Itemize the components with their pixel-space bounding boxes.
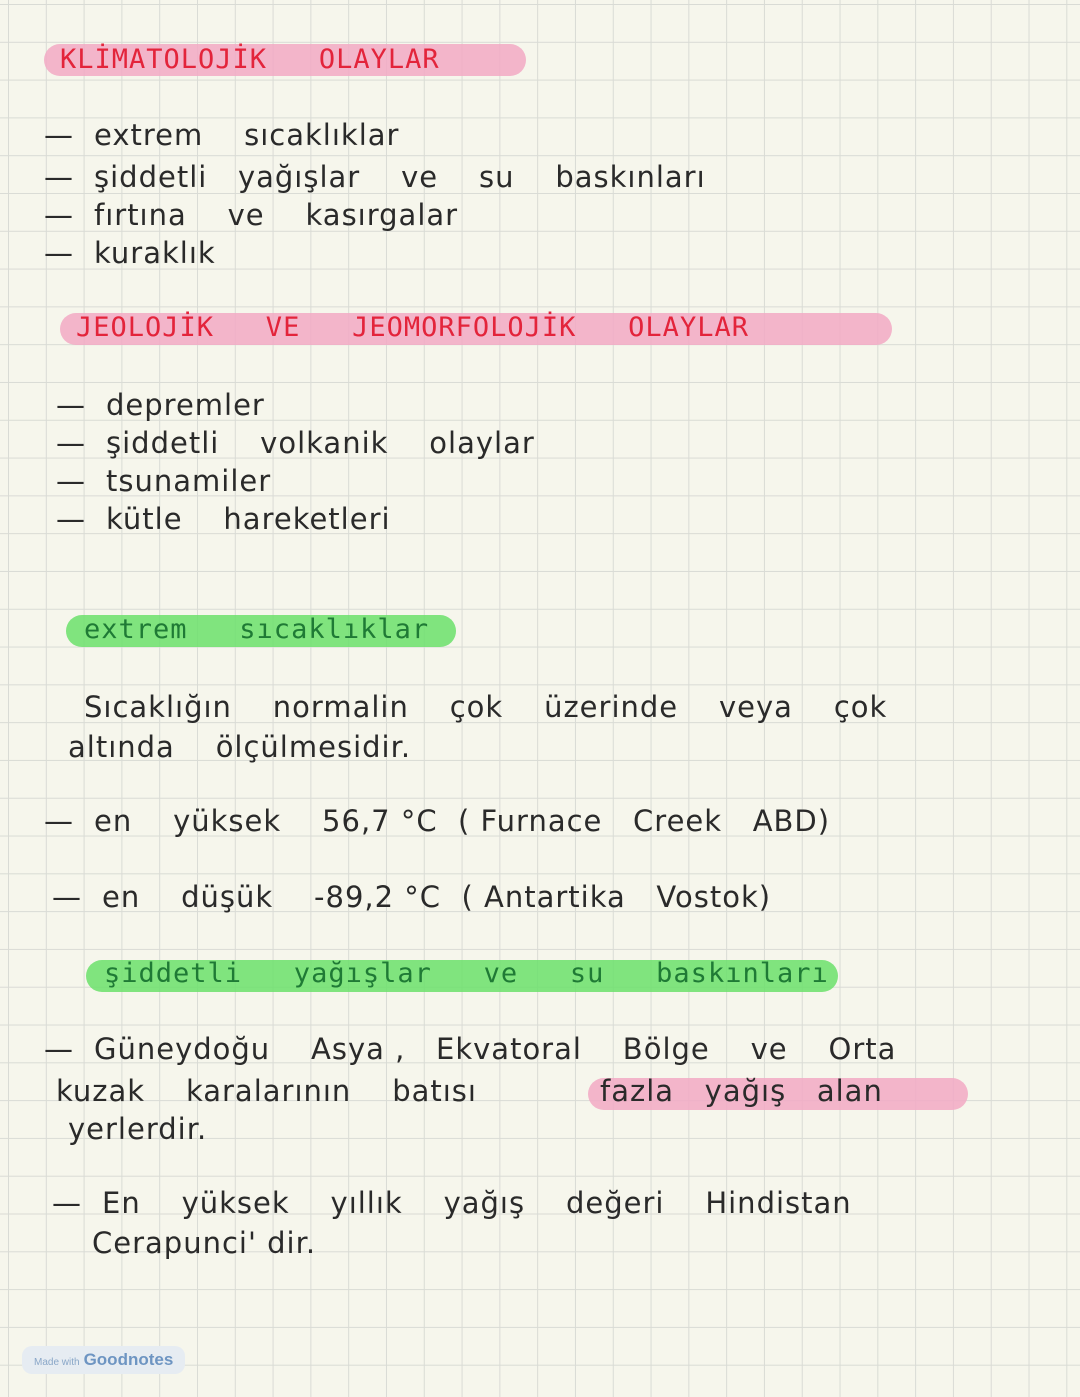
- section-heading-siddetli-yagislar: şiddetli yağışlar ve su baskınları: [104, 958, 829, 989]
- list-item: — Güneydoğu Asya , Ekvatoral Bölge ve Orta: [44, 1032, 897, 1066]
- list-item: — şiddetli volkanik olaylar: [56, 426, 535, 460]
- section-heading-extrem-sicakliklar: extrem sıcaklıklar: [84, 614, 430, 645]
- goodnotes-watermark: Made with Goodnotes: [22, 1346, 185, 1374]
- list-item: — depremler: [56, 388, 265, 422]
- list-item: — extrem sıcaklıklar: [44, 118, 400, 152]
- paragraph-line: Cerapunci' dir.: [92, 1226, 317, 1260]
- list-item: — en yüksek 56,7 °C ( Furnace Creek ABD): [44, 804, 831, 838]
- paragraph-line: yerlerdir.: [68, 1112, 208, 1146]
- list-item: — En yüksek yıllık yağış değeri Hindistan: [52, 1186, 852, 1220]
- paragraph-line: kuzak karalarının batısı: [56, 1074, 477, 1108]
- list-item: — en düşük -89,2 °C ( Antartika Vostok): [52, 880, 772, 914]
- list-item: — kütle hareketleri: [56, 502, 391, 536]
- section-heading-klimatolojik: KLİMATOLOJİK OLAYLAR: [60, 44, 440, 75]
- list-item: — kuraklık: [44, 236, 216, 270]
- list-item: — fırtına ve kasırgalar: [44, 198, 459, 232]
- highlighted-text: fazla yağış alan: [600, 1074, 883, 1108]
- paragraph-line: Sıcaklığın normalin çok üzerinde veya çok: [84, 690, 888, 724]
- list-item: — şiddetli yağışlar ve su baskınları: [44, 160, 706, 194]
- paragraph-line: altında ölçülmesidir.: [68, 730, 412, 764]
- section-heading-jeolojik: JEOLOJİK VE JEOMORFOLOJİK OLAYLAR: [76, 312, 749, 343]
- list-item: — tsunamiler: [56, 464, 272, 498]
